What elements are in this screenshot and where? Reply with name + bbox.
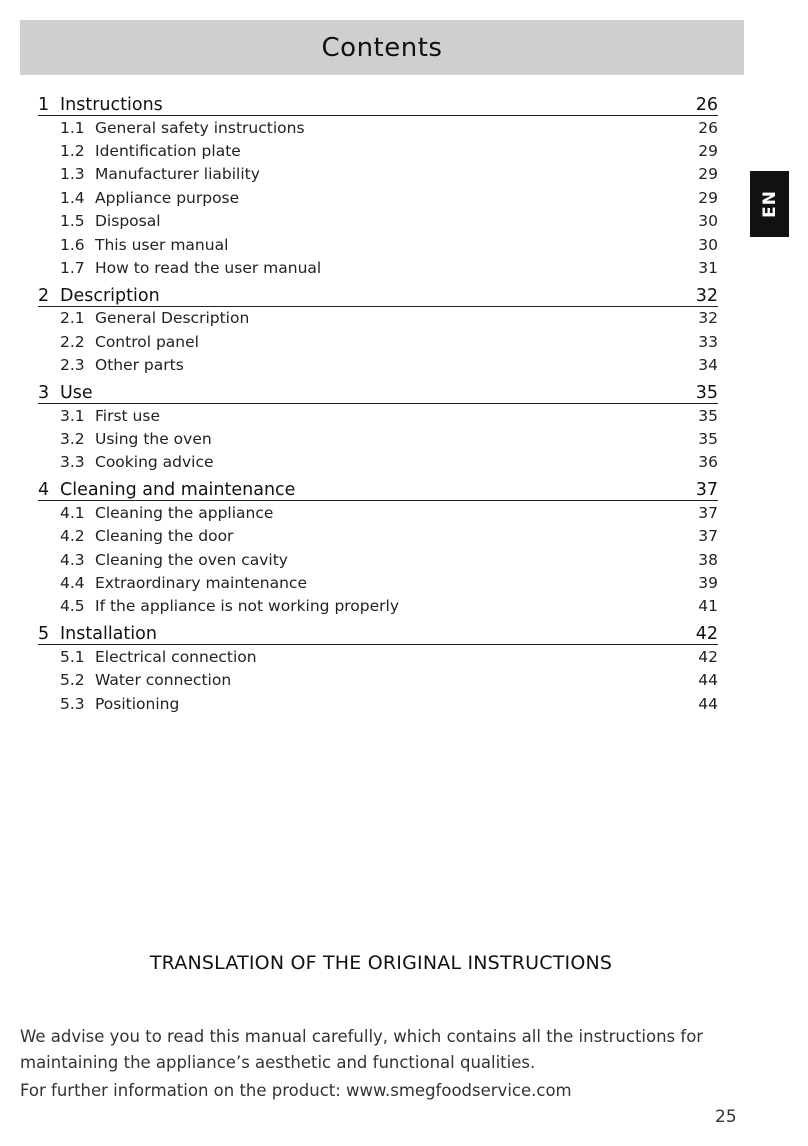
toc-item-number: 4.5 xyxy=(60,597,85,616)
toc-item-title: Cleaning the oven cavity xyxy=(95,550,288,569)
toc-item-left xyxy=(60,671,231,689)
toc-item-number: 3.3 xyxy=(60,453,85,472)
toc-item-title: Electrical connection xyxy=(95,647,257,666)
toc-item-title: Disposal xyxy=(95,212,161,231)
advice-line-3: For further information on the product: www.smegfoodservice.com xyxy=(20,1081,572,1100)
toc-item-left xyxy=(60,407,160,425)
toc-item-4-5[interactable] xyxy=(38,595,718,618)
toc-section-number: 5 xyxy=(38,624,50,645)
toc-item-title: Using the oven xyxy=(95,429,212,448)
toc-section-title: Installation xyxy=(60,624,157,645)
toc-item-title: Positioning xyxy=(95,694,180,713)
toc-section-1[interactable] xyxy=(38,89,718,116)
toc-item-left xyxy=(60,333,199,351)
toc-item-page: 29 xyxy=(698,188,718,207)
toc-section-page: 35 xyxy=(695,382,718,403)
toc-item-5-3[interactable] xyxy=(38,692,718,715)
toc-item-number: 4.4 xyxy=(60,573,85,592)
toc-item-number: 2.1 xyxy=(60,309,85,328)
toc-section-number: 1 xyxy=(38,95,50,115)
toc-section-left xyxy=(38,624,157,644)
toc-item-title: This user manual xyxy=(95,235,229,254)
toc-section-number: 2 xyxy=(38,285,50,306)
toc-item-page: 35 xyxy=(698,429,718,448)
toc-item-number: 2.3 xyxy=(60,356,85,375)
toc-section-page: 26 xyxy=(695,95,718,115)
toc-item-left xyxy=(60,212,161,230)
language-tab xyxy=(750,171,789,237)
toc-item-page: 36 xyxy=(698,453,718,472)
toc-item-1-5[interactable] xyxy=(38,210,718,233)
translation-heading: TRANSLATION OF THE ORIGINAL INSTRUCTIONS xyxy=(149,952,613,974)
toc-item-title: How to read the user manual xyxy=(95,259,322,278)
toc-item-page: 31 xyxy=(698,259,718,278)
contents-header xyxy=(20,20,744,75)
toc-item-page: 42 xyxy=(698,647,718,666)
toc-item-2-2[interactable] xyxy=(38,330,718,353)
toc-item-number: 1.2 xyxy=(60,142,85,161)
page-title: Contents xyxy=(321,32,443,63)
toc-section-2[interactable] xyxy=(38,280,718,307)
toc-item-title: General safety instructions xyxy=(95,118,305,137)
toc-item-1-6[interactable] xyxy=(38,233,718,256)
toc-item-4-3[interactable] xyxy=(38,548,718,571)
toc-item-number: 4.1 xyxy=(60,503,85,522)
toc-section-5[interactable] xyxy=(38,618,718,645)
toc-item-title: Manufacturer liability xyxy=(95,165,260,184)
toc-section-left xyxy=(38,286,160,306)
toc-item-1-3[interactable] xyxy=(38,163,718,186)
toc-item-left xyxy=(60,356,184,374)
toc-item-number: 3.2 xyxy=(60,429,85,448)
toc-item-page: 37 xyxy=(698,527,718,546)
toc-section-title: Description xyxy=(60,285,160,306)
advice-line-2: maintaining the appliance’s aesthetic and functional qualities. xyxy=(20,1053,536,1072)
toc-item-4-2[interactable] xyxy=(38,524,718,547)
toc-item-left xyxy=(60,142,241,160)
toc-item-left xyxy=(60,504,273,522)
toc-item-left xyxy=(60,309,249,327)
toc-item-2-3[interactable] xyxy=(38,354,718,377)
toc-item-left xyxy=(60,648,257,666)
toc-item-title: Water connection xyxy=(95,671,232,690)
advice-line-1: We advise you to read this manual carefully, which contains all the instructions for xyxy=(20,1027,704,1046)
toc-item-4-4[interactable] xyxy=(38,571,718,594)
toc-item-number: 4.3 xyxy=(60,550,85,569)
toc-item-page: 35 xyxy=(698,406,718,425)
toc-item-left xyxy=(60,597,399,615)
toc-item-3-1[interactable] xyxy=(38,404,718,427)
toc-item-page: 38 xyxy=(698,550,718,569)
toc-item-number: 1.6 xyxy=(60,235,85,254)
toc-item-title: Other parts xyxy=(95,356,184,375)
toc-item-1-2[interactable] xyxy=(38,139,718,162)
toc-item-1-4[interactable] xyxy=(38,186,718,209)
toc-item-number: 1.1 xyxy=(60,118,85,137)
toc-item-left xyxy=(60,236,228,254)
toc-section-left xyxy=(38,480,295,500)
toc-item-number: 1.7 xyxy=(60,259,85,278)
toc-item-1-7[interactable] xyxy=(38,256,718,279)
toc-item-page: 26 xyxy=(698,118,718,137)
toc-item-3-3[interactable] xyxy=(38,451,718,474)
toc-item-left xyxy=(60,551,288,569)
toc-item-page: 30 xyxy=(698,235,718,254)
toc-section-3[interactable] xyxy=(38,377,718,404)
toc-item-5-2[interactable] xyxy=(38,668,718,691)
toc-item-left xyxy=(60,189,239,207)
toc-section-number: 3 xyxy=(38,382,50,403)
toc-item-page: 37 xyxy=(698,503,718,522)
toc-item-2-1[interactable] xyxy=(38,307,718,330)
toc-item-number: 1.4 xyxy=(60,188,85,207)
toc-item-left xyxy=(60,695,179,713)
toc-item-5-1[interactable] xyxy=(38,645,718,668)
toc-item-number: 5.1 xyxy=(60,647,85,666)
toc-item-number: 5.3 xyxy=(60,694,85,713)
toc-item-page: 39 xyxy=(698,573,718,592)
toc-item-left xyxy=(60,119,305,137)
toc-item-page: 32 xyxy=(698,309,718,328)
toc-item-title: Control panel xyxy=(95,332,199,351)
toc-item-page: 30 xyxy=(698,212,718,231)
toc-item-title: First use xyxy=(95,406,160,425)
toc-item-title: Cleaning the appliance xyxy=(95,503,274,522)
toc-section-page: 42 xyxy=(695,624,718,645)
toc-item-title: Cleaning the door xyxy=(95,527,234,546)
page-number: 25 xyxy=(715,1107,737,1127)
toc-item-page: 34 xyxy=(698,356,718,375)
toc-item-number: 3.1 xyxy=(60,406,85,425)
toc-item-3-2[interactable] xyxy=(38,427,718,450)
toc-item-left xyxy=(60,453,214,471)
toc-item-left xyxy=(60,527,233,545)
language-label: EN xyxy=(759,190,780,218)
toc-item-number: 1.5 xyxy=(60,212,85,231)
toc-item-number: 5.2 xyxy=(60,671,85,690)
toc-section-4[interactable] xyxy=(38,474,718,501)
toc-item-title: Extraordinary maintenance xyxy=(95,573,307,592)
toc-section-page: 32 xyxy=(695,285,718,306)
toc-item-left xyxy=(60,259,321,277)
toc-item-left xyxy=(60,165,260,183)
toc-item-number: 1.3 xyxy=(60,165,85,184)
toc-item-left xyxy=(60,430,212,448)
table-of-contents xyxy=(38,89,718,715)
toc-item-title: If the appliance is not working properly xyxy=(95,597,400,616)
toc-section-left xyxy=(38,383,93,403)
toc-section-number: 4 xyxy=(38,480,50,501)
advice-text xyxy=(20,1024,760,1104)
toc-item-title: General Description xyxy=(95,309,250,328)
toc-item-4-1[interactable] xyxy=(38,501,718,524)
toc-section-left xyxy=(38,95,163,115)
toc-item-left xyxy=(60,574,307,592)
toc-item-page: 44 xyxy=(698,694,718,713)
toc-section-page: 37 xyxy=(695,480,718,501)
toc-item-title: Cooking advice xyxy=(95,453,214,472)
toc-item-number: 2.2 xyxy=(60,332,85,351)
toc-item-title: Appliance purpose xyxy=(95,188,240,207)
toc-item-number: 4.2 xyxy=(60,527,85,546)
toc-item-1-1[interactable] xyxy=(38,116,718,139)
toc-item-page: 33 xyxy=(698,332,718,351)
toc-section-title: Use xyxy=(60,382,93,403)
toc-section-title: Cleaning and maintenance xyxy=(60,480,296,501)
toc-item-page: 41 xyxy=(698,597,718,616)
toc-item-title: Identification plate xyxy=(95,142,241,161)
toc-item-page: 29 xyxy=(698,165,718,184)
toc-item-page: 44 xyxy=(698,671,718,690)
toc-item-page: 29 xyxy=(698,142,718,161)
toc-section-title: Instructions xyxy=(60,95,163,115)
